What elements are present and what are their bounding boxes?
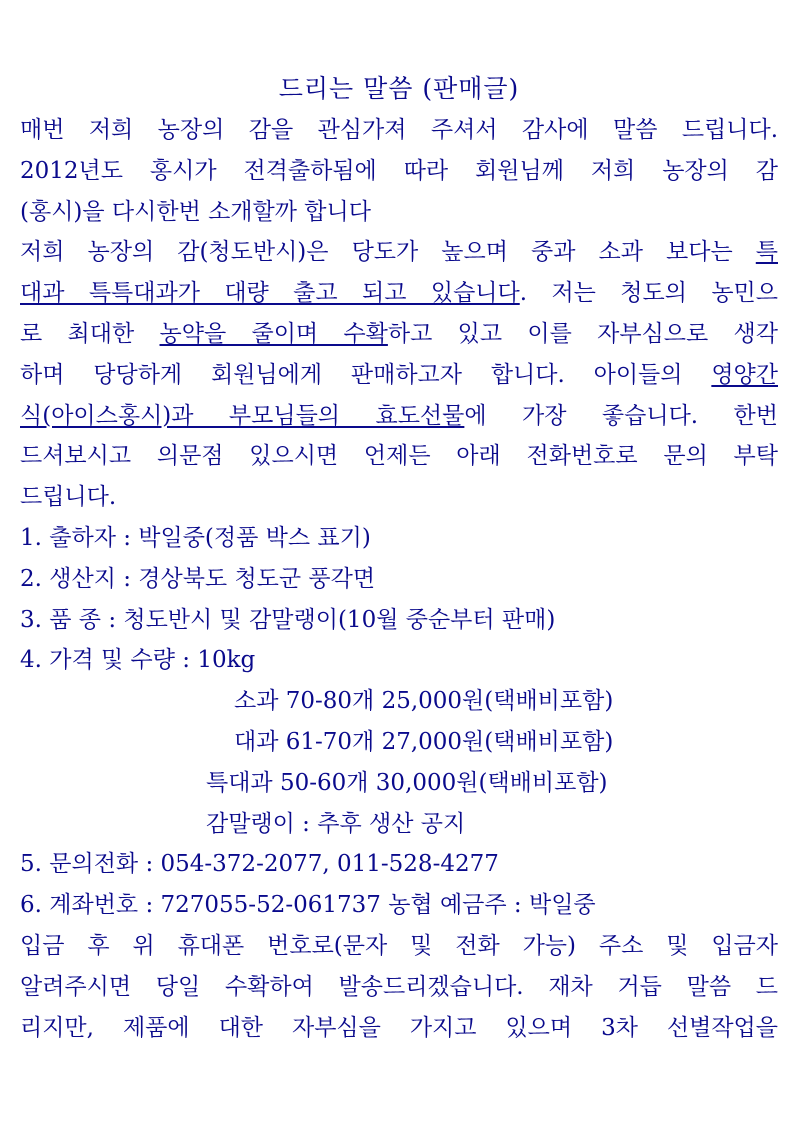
- intro-paragraph: [20, 110, 778, 232]
- intro-line: (홍시)을 다시한번 소개할까 합니다: [20, 198, 371, 225]
- price-item: 대과 61-70개 27,000원(택배비포함): [234, 728, 614, 755]
- list-item: 4. 가격 및 수량 : 10kg: [20, 647, 256, 674]
- description-paragraph: [20, 232, 778, 518]
- underlined-text: 영양간: [711, 361, 778, 388]
- text-run: . 저는 청도의 농민으: [519, 280, 778, 307]
- contact-list: [20, 844, 778, 926]
- list-item: 1. 출하자 : 박일중(정품 박스 표기): [20, 524, 371, 551]
- text-run: 하고 있고 이를 자부심으로 생각: [387, 320, 778, 347]
- closing-line: 리지만, 제품에 대한 자부심을 가지고 있으며 3차 선별작업을: [20, 1014, 778, 1041]
- info-list: [20, 518, 778, 681]
- description-line: [20, 355, 778, 396]
- underlined-text: 식(아이스홍시)과 부모님들의 효도선물: [20, 402, 465, 429]
- page-title: 드리는 말씀 (판매글): [278, 74, 520, 103]
- description-line: [20, 396, 778, 437]
- text-run: 로 최대한: [20, 320, 160, 347]
- text-run: 하며 당당하게 회원님에게 판매하고자 합니다. 아이들의: [20, 361, 712, 388]
- list-item: 5. 문의전화 : 054-372-2077, 011-528-4277: [20, 851, 499, 878]
- price-item: 감말랭이 : 추후 생산 공지: [206, 810, 466, 837]
- text-run: 에 가장 좋습니다. 한번: [464, 402, 778, 429]
- intro-line: 2012년도 홍시가 전격출하됨에 따라 회원님께 저희 농장의 감: [20, 157, 778, 184]
- price-item: 특대과 50-60개 30,000원(택배비포함): [206, 769, 608, 796]
- description-line: [20, 273, 778, 314]
- underlined-text: 농약을 줄이며 수확: [159, 320, 388, 347]
- closing-paragraph: [20, 926, 778, 1048]
- price-item: 소과 70-80개 25,000원(택배비포함): [234, 688, 614, 715]
- list-item: 3. 품 종 : 청도반시 및 감말랭이(10월 중순부터 판매): [20, 606, 556, 633]
- underlined-text: 특: [755, 239, 778, 266]
- intro-line: 매번 저희 농장의 감을 관심가져 주셔서 감사에 말씀 드립니다.: [20, 117, 778, 143]
- closing-line: 입금 후 위 휴대폰 번호로(문자 및 전화 가능) 주소 및 입금자: [20, 932, 778, 959]
- description-line: [20, 232, 778, 273]
- price-list: [20, 681, 778, 844]
- list-item: 2. 생산지 : 경상북도 청도군 풍각면: [20, 565, 376, 592]
- description-line: [20, 314, 778, 355]
- underlined-text: 대과 특특대과가 대량 출고 되고 있습니다: [20, 280, 520, 307]
- description-line: 드셔보시고 의문점 있으시면 언제든 아래 전화번호로 문의 부탁: [20, 443, 778, 470]
- text-run: 저희 농장의 감(청도반시)은 당도가 높으며 중과 소과 보다는: [20, 239, 756, 266]
- document-page: [20, 72, 778, 1048]
- closing-line: 알려주시면 당일 수확하여 발송드리겠습니다. 재차 거듭 말씀 드: [20, 973, 778, 1000]
- list-item: 6. 계좌번호 : 727055-52-061737 농협 예금주 : 박일중: [20, 892, 596, 919]
- description-line: 드립니다.: [20, 484, 117, 511]
